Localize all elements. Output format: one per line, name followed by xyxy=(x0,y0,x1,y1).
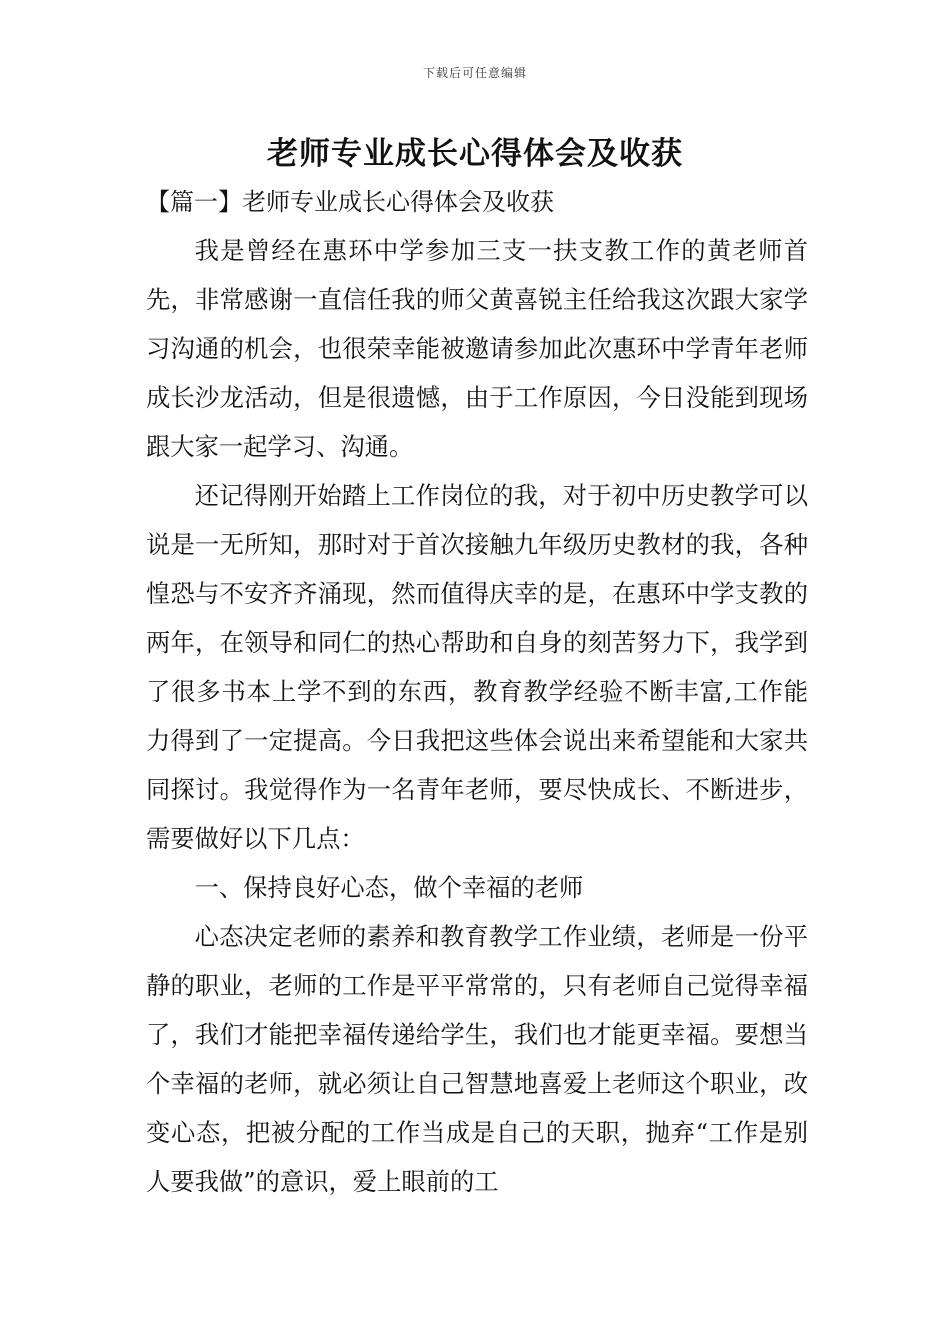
paragraph-1: 我是曾经在惠环中学参加三支一扶支教工作的黄老师首先，非常感谢一直信任我的师父黄喜锐主任给我这次跟大家学习沟通的机会，也很荣幸能被邀请参加此次惠环中学青年老师成长沙龙活动，但是很遗憾，由于工作原因，今日没能到现场跟大家一起学习、沟通。 xyxy=(146,236,808,461)
paragraph-2: 还记得刚开始踏上工作岗位的我，对于初中历史教学可以说是一无所知，那时对于首次接触九年级历史教材的我，各种惶恐与不安齐齐涌现，然而值得庆幸的是，在惠环中学支教的两年，在领导和同仁的热心帮助和自身的刻苦努力下，我学到了很多书本上学不到的东西，教育教学经验不断丰富,工作能力得到了一定提高。今日我把这些体会说出来希望能和大家共同探讨。我觉得作为一名青年老师，要尽快成长、不断进步，需要做好以下几点： xyxy=(146,481,808,853)
section-heading: 【篇一】老师专业成长心得体会及收获 xyxy=(146,188,554,216)
paragraph-3-heading: 一、保持良好心态，做个幸福的老师 xyxy=(194,873,584,902)
document-title: 老师专业成长心得体会及收获 xyxy=(267,136,683,172)
paragraph-4: 心态决定老师的素养和教育教学工作业绩，老师是一份平静的职业，老师的工作是平平常常的，只有老师自己觉得幸福了，我们才能把幸福传递给学生，我们也才能更幸福。要想当个幸福的老师，就必须让自己智慧地喜爱上老师这个职业，改变心态，把被分配的工作当成是自己的天职，抛弃“工作是别人要我做”的意识，爱上眼前的工 xyxy=(146,922,808,1196)
header-note: 下载后可任意编辑 xyxy=(422,66,527,80)
body-text xyxy=(146,226,808,1206)
